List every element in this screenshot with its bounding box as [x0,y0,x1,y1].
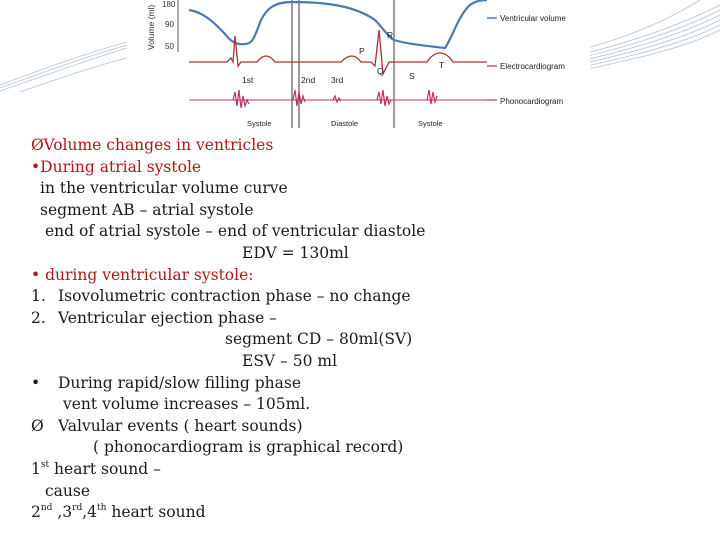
bullet-atrial-systole: •During atrial systole [31,157,202,176]
text-line: end of atrial systole – end of ventricular diastole [45,222,426,241]
slide-body [31,135,691,524]
wave-label-p: P [359,46,365,56]
text-line: vent volume increases – 105ml. [63,395,311,414]
other-heart-sounds-line: 2nd ,3rd,4th heart sound [31,502,206,522]
text-line: EDV = 130ml [242,243,349,262]
phase-label-systole-right: Systole [418,119,443,128]
first-heart-sound-line: 1st heart sound – [31,459,161,478]
wave-label-r: R [387,30,394,40]
text-line: ( phonocardiogram is graphical record) [93,438,404,457]
cardiac-cycle-diagram [127,0,590,128]
bullet-ventricular-systole: • during ventricular systole: [31,265,254,284]
dot-bullet: • [31,373,41,392]
trace-label-volume: Ventricular volume [500,14,566,23]
dot-bullet: • [31,157,41,176]
y-tick-90: 90 [165,20,174,29]
dot-bullet: • [31,265,41,284]
y-tick-50: 50 [165,42,174,51]
text-line: in the ventricular volume curve [40,179,288,198]
text-line: ESV – 50 ml [242,351,338,370]
heading-volume-changes: ØVolume changes in ventricles [31,136,274,154]
trace-label-ecg: Electrocardiogram [500,62,565,71]
phonocardiogram-trace [233,90,437,108]
numbered-item-1: 1. Isovolumetric contraction phase – no change [31,287,411,306]
text-line: cause [45,481,91,500]
ventricular-volume-curve [189,0,487,48]
sound-label-1st: 1st [242,75,254,85]
sound-label-2nd: 2nd [301,75,316,85]
text-line: segment AB – atrial systole [40,200,254,219]
phase-label-diastole: Diastole [331,119,359,128]
arrow-bullet: Ø [31,136,44,154]
arrow-bullet: Ø [31,416,44,435]
trace-label-pcg: Phonocardiogram [500,97,564,106]
text-line: segment CD – 80ml(SV) [225,330,413,349]
sound-label-3rd: 3rd [331,75,344,85]
wave-label-t: T [439,60,445,70]
wave-label-s: S [409,71,415,81]
bullet-valvular-events: Ø Valvular events ( heart sounds) [31,416,303,435]
volume-axis-label: Volume (ml) [146,4,156,50]
cardiac-cycle-figure [127,0,590,128]
bullet-filling-phase: • During rapid/slow filling phase [31,373,302,392]
y-tick-180: 180 [162,0,176,9]
numbered-item-2: 2. Ventricular ejection phase – [31,308,277,327]
wave-label-q: Q [377,66,384,76]
phase-label-systole-left: Systole [247,119,272,128]
